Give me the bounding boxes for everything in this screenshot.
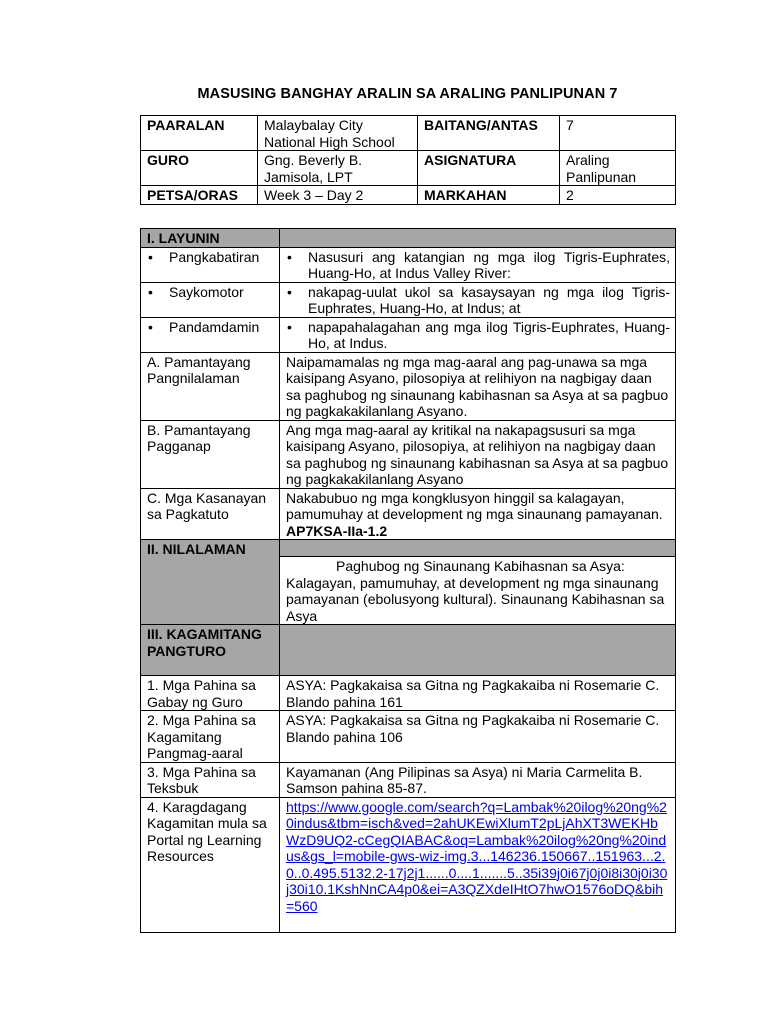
bullet-icon: • xyxy=(287,248,292,265)
kagamitan-heading-row xyxy=(141,625,676,676)
bullet-icon: • xyxy=(287,283,292,300)
kagamitan-label: 3. Mga Pahina sa Teksbuk xyxy=(141,762,280,797)
kagamitan-label: 1. Mga Pahina sa Gabay ng Guro xyxy=(141,676,280,711)
kagamitan-row xyxy=(141,711,676,763)
pamantayang-pagganap-row xyxy=(141,420,676,488)
objective-text: napapahalagahan ang mga ilog Tigris-Euphrates, Huang-Ho, at Indus. xyxy=(308,318,670,351)
kagamitan-label: 4. Karagdagang Kagamitan mula sa Portal ng Learning Resources xyxy=(141,797,280,932)
kagamitan-text: ASYA: Pagkakaisa sa Gitna ng Pagkakaiba ni Rosemarie C. Blando pahina 106 xyxy=(280,711,676,763)
kagamitan-text: Kayamanan (Ang Pilipinas sa Asya) ni Maria Carmelita B. Samson pahina 85-87. xyxy=(280,762,676,797)
petsa-value: Week 3 – Day 2 xyxy=(258,186,418,205)
pamantayang-pagganap-label: B. Pamantayang Pagganap xyxy=(141,420,280,488)
baitang-value: 7 xyxy=(560,116,676,151)
objective-text: nakapag-uulat ukol sa kasaysayan ng mga ilog Tigris-Euphrates, Huang-Ho, at Indus; at xyxy=(308,283,670,316)
pamantayang-nilalaman-row xyxy=(141,352,676,420)
nilalaman-row xyxy=(141,540,676,557)
objective-text: Nasusuri ang katangian ng mga ilog Tigris-Euphrates, Huang-Ho, at Indus Valley River: xyxy=(308,248,670,281)
layunin-heading-blank xyxy=(280,229,676,248)
pamantayang-pagganap-text: Ang mga mag-aaral ay kritikal na nakapagsusuri sa mga kaisipang Asyano, pilosopiya, at relihiyon na nagbigay daan sa paghubog ng sinaunang kabihasnan sa Asya at sa pagbuo ng pagkakakilanlang Asyano xyxy=(280,420,676,488)
paaralan-value: Malaybalay City National High School xyxy=(258,116,418,151)
kasanayan-label: C. Mga Kasanayan sa Pagkatuto xyxy=(141,488,280,540)
layunin-heading: I. LAYUNIN xyxy=(141,229,280,248)
objective-label: Saykomotor xyxy=(169,283,244,300)
layunin-heading-row xyxy=(141,229,676,248)
asignatura-value: Araling Panlipunan xyxy=(560,151,676,186)
objective-row xyxy=(141,282,676,317)
bullet-icon: • xyxy=(148,318,153,335)
objective-row xyxy=(141,247,676,282)
kasanayan-text: Nakabubuo ng mga kongklusyon hinggil sa kalagayan, pamumuhay at development ng mga sinaunang pamayanan. xyxy=(286,489,663,522)
nilalaman-text: Paghubog ng Sinaunang Kabihasnan sa Asya: Kalagayan, pamumuhay, at development ng mga sinaunang pamayanan (ebolusyong kultural). Sinaunang Kabihasnan sa Asya xyxy=(286,558,665,624)
header-table xyxy=(140,115,676,205)
nilalaman-heading-blank xyxy=(280,540,676,557)
bullet-icon: • xyxy=(148,283,153,300)
kagamitan-heading: III. KAGAMITANG PANGTURO xyxy=(141,625,280,676)
petsa-label: PETSA/ORAS xyxy=(141,186,258,205)
objective-label: Pandamdamin xyxy=(169,318,260,335)
objective-row xyxy=(141,317,676,352)
kasanayan-code: AP7KSA-IIa-1.2 xyxy=(286,522,388,539)
guro-label: GURO xyxy=(141,151,258,186)
bullet-icon: • xyxy=(148,248,153,265)
lesson-table xyxy=(140,228,676,933)
nilalaman-heading: II. NILALAMAN xyxy=(141,540,280,625)
kagamitan-heading-blank xyxy=(280,625,676,676)
kagamitan-row xyxy=(141,762,676,797)
bullet-icon: • xyxy=(287,318,292,335)
kagamitan-text: ASYA: Pagkakaisa sa Gitna ng Pagkakaiba ni Rosemarie C. Blando pahina 161 xyxy=(280,676,676,711)
markahan-label: MARKAHAN xyxy=(418,186,560,205)
pamantayang-nilalaman-text: Naipamamalas ng mga mag-aaral ang pag-unawa sa mga kaisipang Asyano, pilosopiya at relihiyon na nagbigay daan sa paghubog ng sinaunang kabihasnan sa Asya at sa pagbuo ng pagkakakilanlang Asyano. xyxy=(280,352,676,420)
kasanayan-row xyxy=(141,488,676,540)
asignatura-label: ASIGNATURA xyxy=(418,151,560,186)
document-title: MASUSING BANGHAY ARALIN SA ARALING PANLIPUNAN 7 xyxy=(197,86,618,102)
kagamitan-row xyxy=(141,676,676,711)
resource-link[interactable]: https://www.google.com/search?q=Lambak%20ilog%20ng%20indus&tbm=isch&ved=2ahUKEwiXlumT2pLjAhXT3WEKHbWzD9UQ2-cCegQIABAC&oq=Lambak%20ilog%20ng%20indus&gs_l=mobile-gws-wiz-img.3...146236.150667..151963...2.0..0.495.5132.2-17j2j1......0....1.......5..35i39j0i67j0j0i8i30j0i30j30i10.1KshNnCA4p0&ei=A3QZXdeIHtO7hwO1576oDQ&bih=560 xyxy=(286,798,668,914)
markahan-value: 2 xyxy=(560,186,676,205)
pamantayang-nilalaman-label: A. Pamantayang Pangnilalaman xyxy=(141,352,280,420)
kagamitan-label: 2. Mga Pahina sa Kagamitang Pangmag-aaral xyxy=(141,711,280,763)
kagamitan-row xyxy=(141,797,676,932)
baitang-label: BAITANG/ANTAS xyxy=(418,116,560,151)
objective-label: Pangkabatiran xyxy=(169,248,260,265)
guro-value: Gng. Beverly B. Jamisola, LPT xyxy=(258,151,418,186)
paaralan-label: PAARALAN xyxy=(141,116,258,151)
